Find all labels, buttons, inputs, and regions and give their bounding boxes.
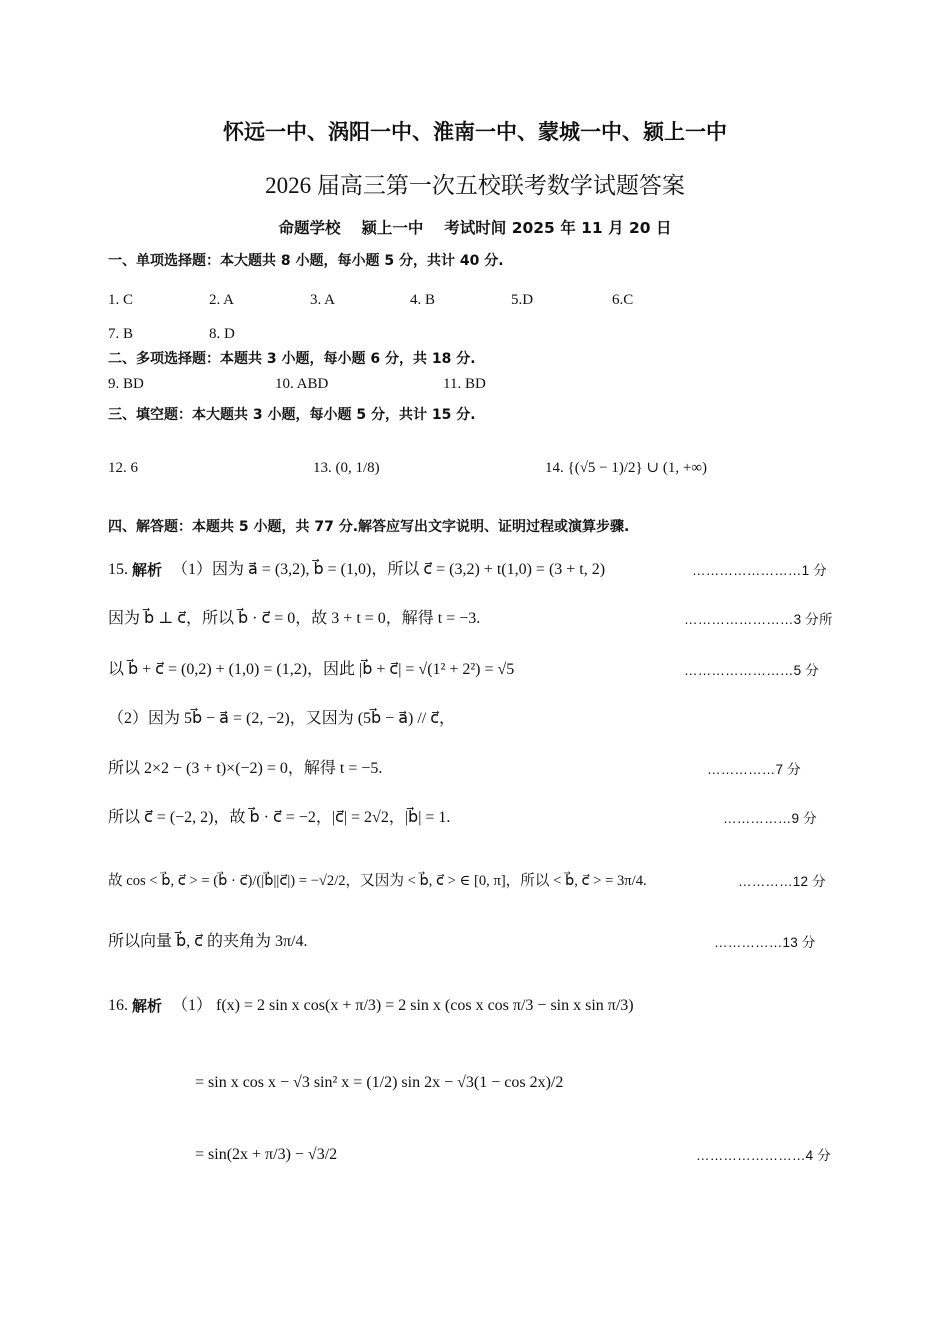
q16-jiexi: 解析	[132, 997, 163, 1015]
q15-line-6: 所以 c⃗ = (−2, 2)，故 b⃗ · c⃗ = −2，|c⃗| = 2√2，|b⃗| = 1.	[108, 809, 451, 826]
q15-points-8: ……………13 分	[714, 935, 816, 950]
q15-points-2: ……………………3 分所	[684, 612, 833, 627]
q15-points-7: …………12 分	[738, 874, 826, 889]
header-schools: 怀远一中、涡阳一中、淮南一中、蒙城一中、颍上一中	[223, 120, 727, 144]
answer-8: 8. D	[209, 326, 235, 342]
answer-10: 10. ABD	[275, 376, 329, 392]
answer-9: 9. BD	[108, 376, 144, 392]
q15-line-5: 所以 2×2 − (3 + t)×(−2) = 0，解得 t = −5.	[108, 760, 383, 777]
answer-4: 4. B	[410, 292, 436, 308]
answer-5: 5.D	[511, 292, 534, 308]
q15-line-8: 所以向量 b⃗, c⃗ 的夹角为 3π/4.	[108, 933, 308, 950]
answer-2: 2. A	[209, 292, 235, 308]
q15-points-1: ……………………1 分	[692, 563, 827, 578]
q15-points-6: ……………9 分	[723, 811, 817, 826]
q15-line-2: 因为 b⃗ ⊥ c⃗，所以 b⃗ · c⃗ = 0，故 3 + t = 0，解得 t = −3.	[108, 610, 481, 627]
section2-heading: 二、多项选择题：本题共 3 小题，每小题 6 分，共 18 分.	[108, 351, 476, 367]
q15-line-7: 故 cos < b⃗, c⃗ > = (b⃗ · c⃗)/(|b⃗||c⃗|) = −√2/2，又因为 < b⃗, c⃗ > ∈ [0, π]，所以 < b⃗, c⃗ > = 3π/4.	[108, 873, 647, 889]
section3-heading: 三、填空题：本大题共 3 小题，每小题 5 分，共计 15 分.	[108, 407, 476, 423]
q15-label: 15.	[108, 561, 128, 578]
q15-jiexi: 解析	[132, 561, 163, 579]
answer-14: 14. {(√5 − 1)/2} ∪ (1, +∞)	[545, 460, 707, 476]
answer-3: 3. A	[310, 292, 336, 308]
q15-points-5: ……………7 分	[707, 762, 801, 777]
document-title: 2026 届高三第一次五校联考数学试题答案	[265, 173, 685, 198]
section4-heading: 四、解答题：本题共 5 小题，共 77 分.解答应写出文字说明、证明过程或演算步骤.	[108, 519, 630, 535]
q15-line-3: 以 b⃗ + c⃗ = (0,2) + (1,0) = (1,2)，因此 |b⃗ + c⃗| = √(1² + 2²) = √5	[108, 661, 515, 678]
q16-label: 16.	[108, 997, 128, 1014]
answer-6: 6.C	[612, 292, 634, 308]
answer-13: 13. (0, 1/8)	[313, 460, 380, 476]
q16-line-2: = sin x cos x − √3 sin² x = (1/2) sin 2x − √3(1 − cos 2x)/2	[195, 1074, 564, 1091]
q15-line-1: （1）因为 a⃗ = (3,2), b⃗ = (1,0)，所以 c⃗ = (3,2) + t(1,0) = (3 + t, 2)	[172, 561, 606, 578]
answer-12: 12. 6	[108, 460, 138, 476]
answer-7: 7. B	[108, 326, 134, 342]
answer-1: 1. C	[108, 292, 134, 308]
answer-11: 11. BD	[443, 376, 486, 392]
q16-line-1: （1） f(x) = 2 sin x cos(x + π/3) = 2 sin x (cos x cos π/3 − sin x sin π/3)	[172, 997, 634, 1014]
section1-heading: 一、单项选择题：本大题共 8 小题，每小题 5 分，共计 40 分.	[108, 253, 504, 269]
q16-line-3: = sin(2x + π/3) − √3/2	[195, 1146, 338, 1163]
q15-points-3: ……………………5 分	[684, 663, 819, 678]
exam-meta: 命题学校 颍上一中 考试时间 2025 年 11 月 20 日	[278, 219, 672, 237]
q16-points-3: ……………………4 分	[696, 1148, 831, 1163]
q15-line-4: （2）因为 5b⃗ − a⃗ = (2, −2)，又因为 (5b⃗ − a⃗) // c⃗，	[108, 710, 456, 727]
